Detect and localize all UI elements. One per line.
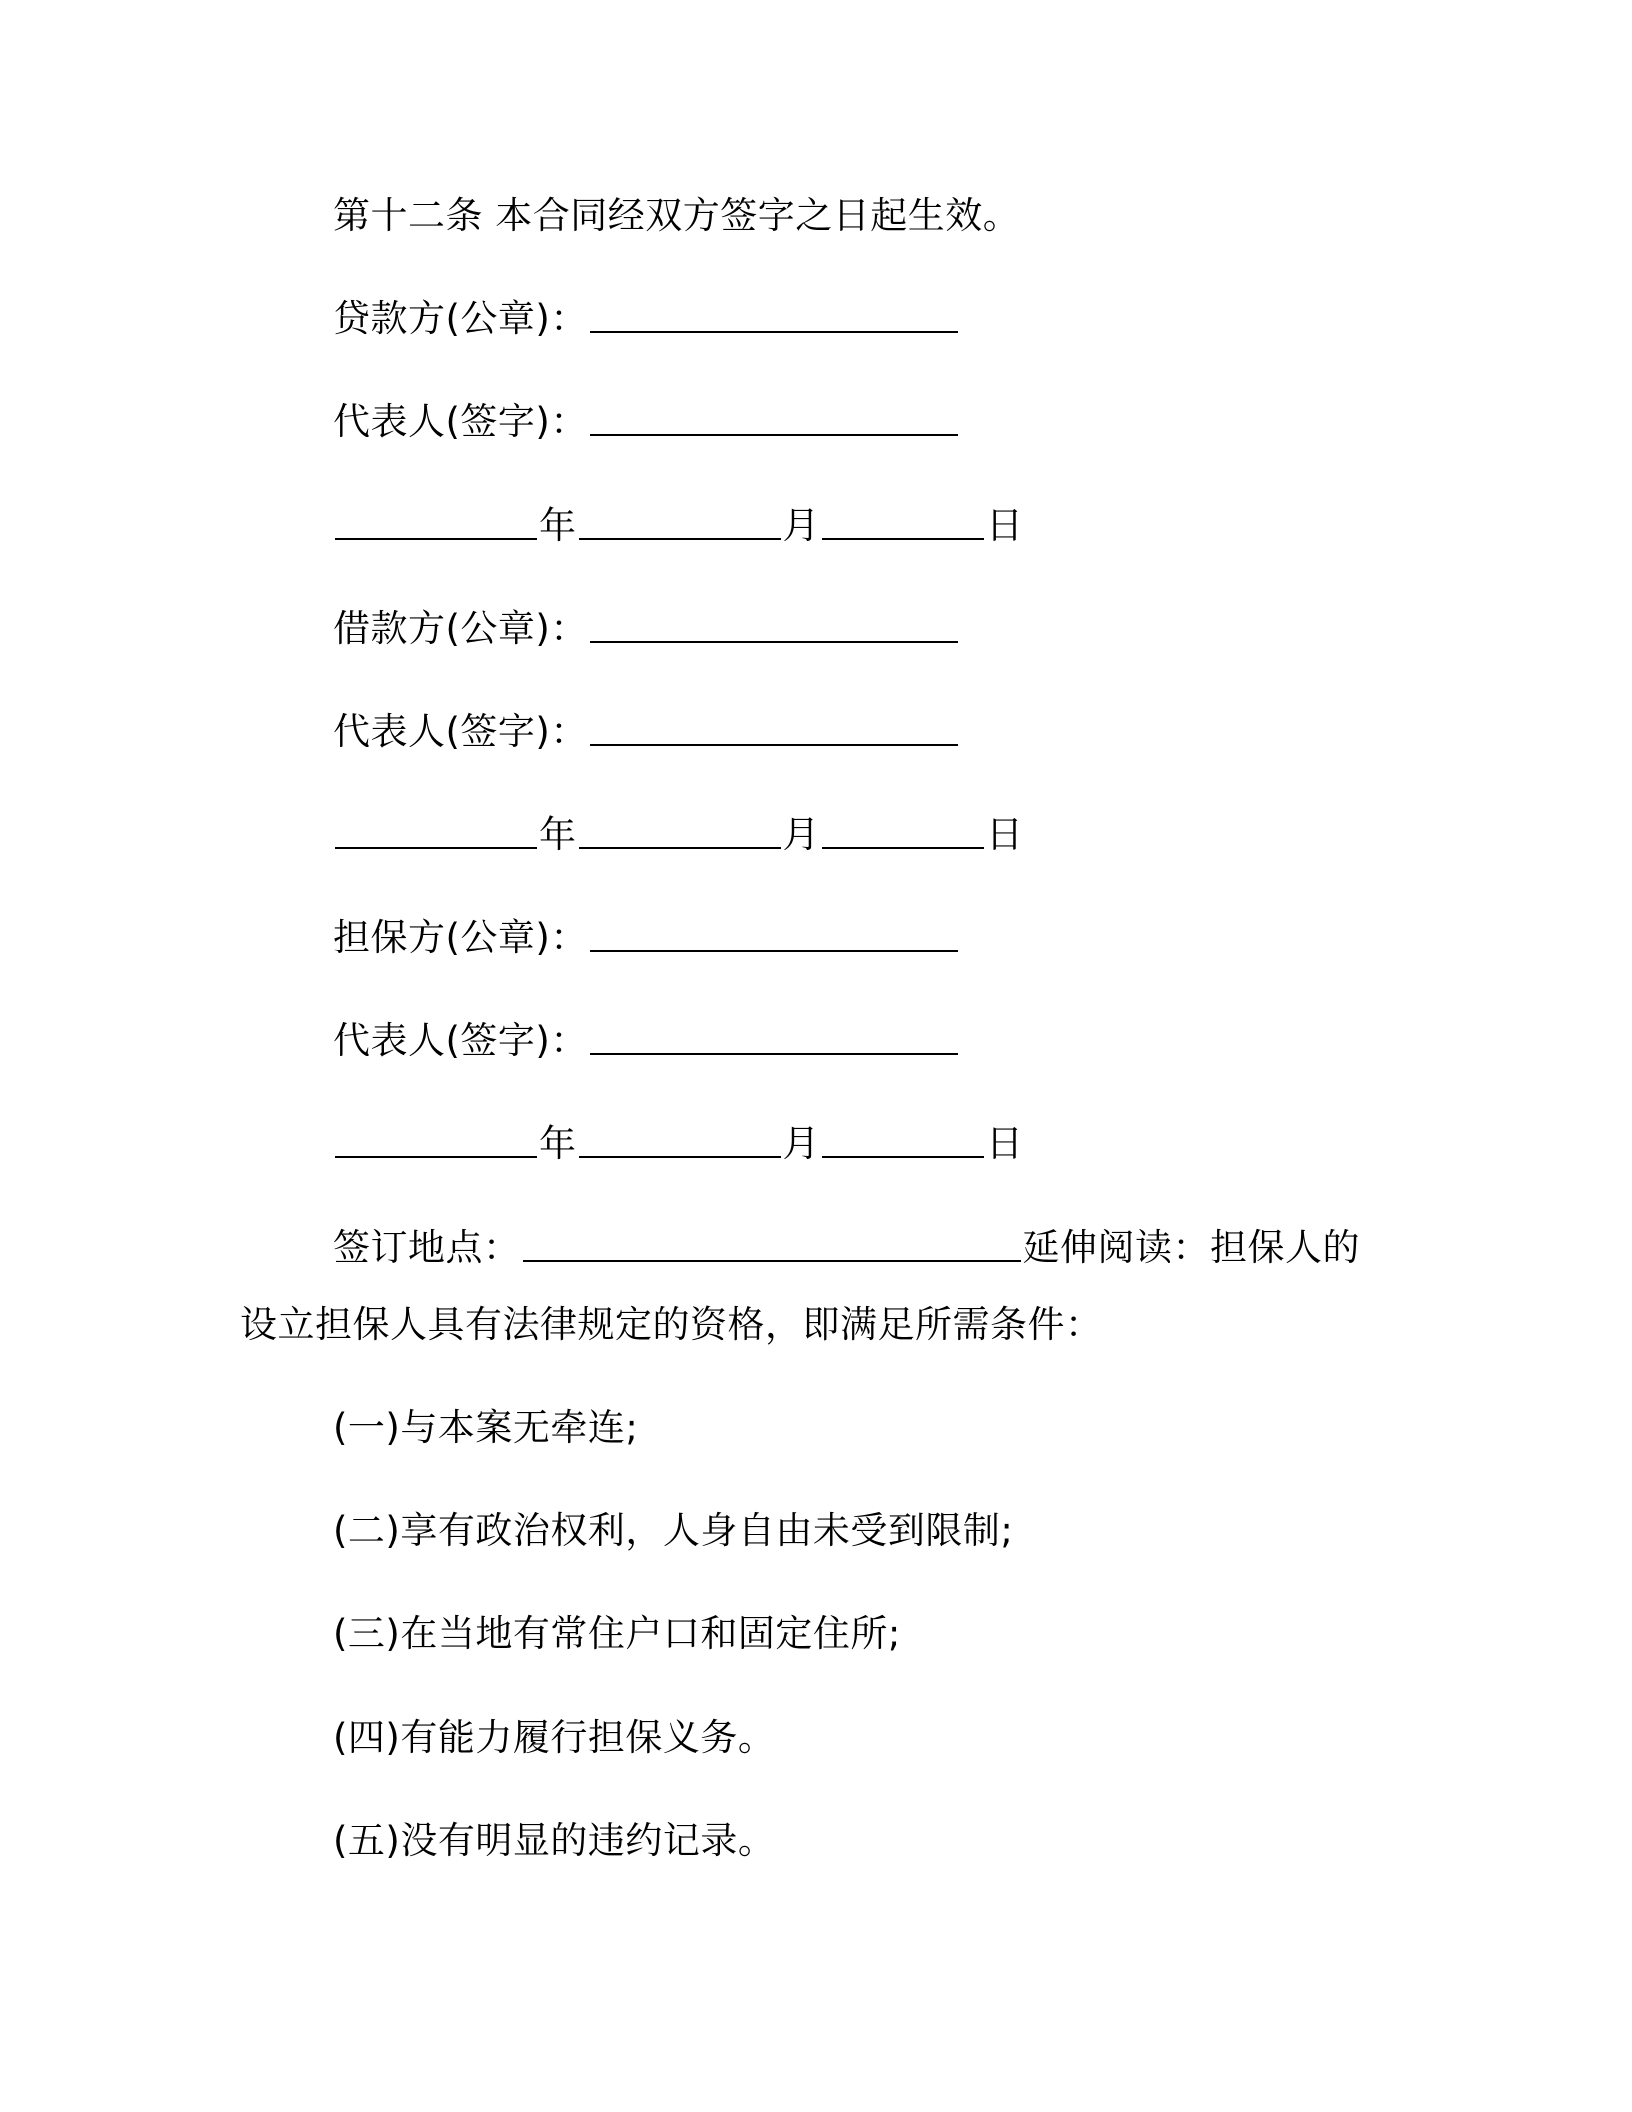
requirement-item	[333, 1402, 638, 1454]
borrower-seal-label: 借款方(公章)：	[333, 607, 588, 650]
lender-date-line	[333, 500, 1024, 552]
extended-reading-text: 延伸阅读：担保人的	[1022, 1226, 1360, 1269]
guarantor-month-blank[interactable]	[579, 1152, 781, 1158]
requirement-item-text: (一)与本案无牵连;	[333, 1406, 639, 1449]
borrower-year-label: 年	[539, 813, 577, 856]
requirements-intro	[240, 1299, 1103, 1351]
guarantor-year-blank[interactable]	[335, 1152, 537, 1158]
requirement-item-text: (三)在当地有常住户口和固定住所;	[333, 1612, 901, 1655]
guarantor-day-label: 日	[986, 1122, 1024, 1165]
lender-rep-line	[333, 396, 960, 448]
requirements-intro-text: 设立担保人具有法律规定的资格，即满足所需条件：	[240, 1303, 1103, 1346]
borrower-rep-label: 代表人(签字)：	[333, 710, 588, 753]
requirement-item-text: (五)没有明显的违约记录。	[333, 1819, 776, 1862]
borrower-seal-blank[interactable]	[590, 637, 958, 643]
requirement-item	[333, 1815, 775, 1867]
lender-day-blank[interactable]	[822, 534, 984, 540]
borrower-rep-line	[333, 706, 960, 758]
borrower-month-blank[interactable]	[579, 843, 781, 849]
requirement-item	[333, 1608, 901, 1660]
article-12	[333, 190, 1020, 242]
lender-month-blank[interactable]	[579, 534, 781, 540]
guarantor-rep-blank[interactable]	[590, 1049, 958, 1055]
guarantor-seal-label: 担保方(公章)：	[333, 916, 588, 959]
guarantor-year-label: 年	[539, 1122, 577, 1165]
lender-month-label: 月	[782, 504, 820, 547]
guarantor-seal-blank[interactable]	[590, 946, 958, 952]
lender-seal-blank[interactable]	[590, 327, 958, 333]
requirement-item	[333, 1505, 1013, 1557]
borrower-day-blank[interactable]	[822, 843, 984, 849]
guarantor-date-line	[333, 1118, 1024, 1170]
borrower-month-label: 月	[782, 813, 820, 856]
lender-rep-blank[interactable]	[590, 430, 958, 436]
lender-year-blank[interactable]	[335, 534, 537, 540]
requirement-item-text: (四)有能力履行担保义务。	[333, 1716, 776, 1759]
borrower-date-line	[333, 809, 1024, 861]
requirement-item	[333, 1712, 775, 1764]
borrower-year-blank[interactable]	[335, 843, 537, 849]
lender-year-label: 年	[539, 504, 577, 547]
signing-place-label: 签订地点：	[333, 1226, 521, 1269]
signing-place-line	[333, 1222, 1360, 1274]
lender-seal-line	[333, 293, 960, 345]
borrower-rep-blank[interactable]	[590, 740, 958, 746]
borrower-day-label: 日	[986, 813, 1024, 856]
signing-place-blank[interactable]	[523, 1256, 1021, 1262]
lender-rep-label: 代表人(签字)：	[333, 400, 588, 443]
guarantor-seal-line	[333, 912, 960, 964]
article-12-text: 第十二条 本合同经双方签字之日起生效。	[333, 194, 1021, 237]
guarantor-day-blank[interactable]	[822, 1152, 984, 1158]
guarantor-rep-line	[333, 1015, 960, 1067]
guarantor-month-label: 月	[782, 1122, 820, 1165]
borrower-seal-line	[333, 603, 960, 655]
guarantor-rep-label: 代表人(签字)：	[333, 1019, 588, 1062]
lender-seal-label: 贷款方(公章)：	[333, 297, 588, 340]
lender-day-label: 日	[986, 504, 1024, 547]
requirement-item-text: (二)享有政治权利，人身自由未受到限制;	[333, 1509, 1014, 1552]
